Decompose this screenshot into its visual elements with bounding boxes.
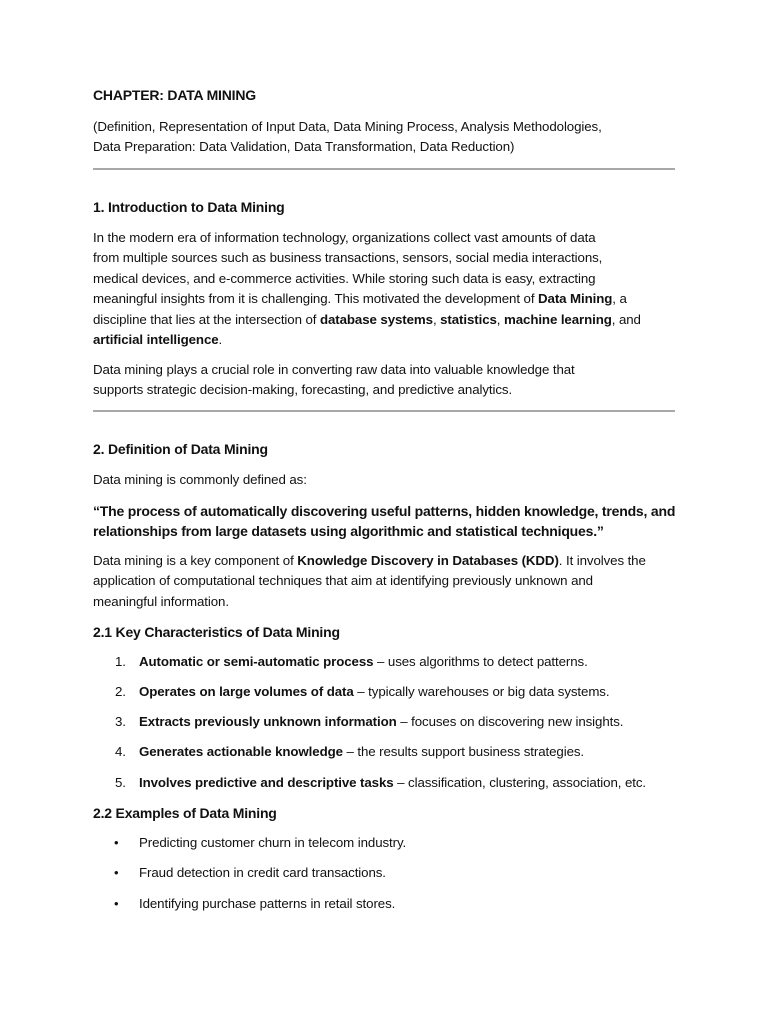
paragraph-line: medical devices, and e-commerce activities. While storing such data is easy, extracting xyxy=(93,270,596,286)
text-run: Data mining is a key component of xyxy=(93,553,298,568)
paragraph-line: meaningful information. xyxy=(93,593,229,609)
paragraph-line xyxy=(93,310,675,330)
paragraph-line xyxy=(93,330,675,350)
bullet-icon: • xyxy=(114,835,119,850)
list-number: 3. xyxy=(115,714,126,729)
text-run: , a xyxy=(612,291,627,307)
list-number: 2. xyxy=(115,684,126,699)
bold-term: Data Mining xyxy=(538,291,613,307)
quote-line: relationships from large datasets using algorithmic and statistical techniques.” xyxy=(93,523,604,539)
list-item-text xyxy=(139,742,584,762)
text-run: – focuses on discovering new insights. xyxy=(396,714,624,729)
paragraph-line xyxy=(93,289,675,309)
paragraph-line: Data mining plays a crucial role in converting raw data into valuable knowledge that xyxy=(93,362,575,377)
bold-term: database systems xyxy=(319,311,433,327)
horizontal-divider xyxy=(93,410,675,412)
paragraph-line: from multiple sources such as business transactions, sensors, social media interactions, xyxy=(93,250,603,266)
bold-term: Involves predictive and descriptive tasks xyxy=(139,775,394,790)
paragraph-line: In the modern era of information technology, organizations collect vast amounts of data xyxy=(93,230,596,245)
list-item-text: Predicting customer churn in telecom industry. xyxy=(139,835,407,850)
text-run: . It involves the xyxy=(558,553,646,568)
list-item-text: Identifying purchase patterns in retail stores. xyxy=(139,896,396,911)
text-run: – uses algorithms to detect patterns. xyxy=(373,654,588,669)
role-paragraph xyxy=(93,360,675,401)
bold-term: statistics xyxy=(440,311,497,327)
kdd-paragraph xyxy=(93,551,675,612)
chapter-topics-line: Data Preparation: Data Validation, Data Transformation, Data Reduction) xyxy=(93,139,515,155)
chapter-topics xyxy=(93,117,675,158)
horizontal-divider xyxy=(93,168,675,170)
bold-term: Extracts previously unknown information xyxy=(139,714,397,729)
section-heading: 1. Introduction to Data Mining xyxy=(93,199,285,215)
bold-term: machine learning xyxy=(504,311,612,327)
bold-term: Generates actionable knowledge xyxy=(139,744,343,759)
bullet-icon: • xyxy=(114,865,119,880)
chapter-topics-line: (Definition, Representation of Input Data, Data Mining Process, Analysis Methodologies, xyxy=(93,119,602,134)
bold-term: Operates on large volumes of data xyxy=(139,684,354,699)
subsection-heading: 2.2 Examples of Data Mining xyxy=(93,805,277,821)
text-run: meaningful insights from it is challenging. This motivated the development of xyxy=(93,291,539,307)
chapter-title: CHAPTER: DATA MINING xyxy=(93,87,256,103)
section-heading: 2. Definition of Data Mining xyxy=(93,441,268,457)
text-run: – typically warehouses or big data systems. xyxy=(353,684,610,699)
bold-term: Knowledge Discovery in Databases (KDD) xyxy=(297,553,559,568)
text-run: discipline that lies at the intersection of xyxy=(93,311,320,327)
text-run: . xyxy=(218,332,223,348)
quote-line: “The process of automatically discovering useful patterns, hidden knowledge, trends, and xyxy=(93,503,676,519)
paragraph-line xyxy=(93,551,675,571)
paragraph-line: application of computational techniques that aim at identifying previously unknown and xyxy=(93,573,593,589)
list-number: 1. xyxy=(115,654,126,669)
list-item-text xyxy=(139,712,623,732)
bold-term: Automatic or semi-automatic process xyxy=(139,654,374,669)
text-run: – classification, clustering, association, etc. xyxy=(393,775,646,790)
list-item-text xyxy=(139,652,588,672)
list-item-text: Fraud detection in credit card transactions. xyxy=(139,865,386,880)
paragraph-line: supports strategic decision-making, forecasting, and predictive analytics. xyxy=(93,382,513,398)
text-run: – the results support business strategies. xyxy=(342,744,585,759)
text-run: , xyxy=(496,311,504,327)
list-number: 4. xyxy=(115,744,126,759)
intro-paragraph xyxy=(93,228,675,350)
list-item-text xyxy=(139,682,609,702)
definition-quote xyxy=(93,501,675,541)
text-run: , xyxy=(432,311,441,327)
definition-intro: Data mining is commonly defined as: xyxy=(93,472,307,487)
subsection-heading: 2.1 Key Characteristics of Data Mining xyxy=(93,624,340,640)
bold-term: artificial intelligence xyxy=(93,332,219,348)
list-number: 5. xyxy=(115,775,126,790)
bullet-icon: • xyxy=(114,896,119,911)
list-item-text xyxy=(139,773,646,793)
text-run: , and xyxy=(611,311,641,327)
